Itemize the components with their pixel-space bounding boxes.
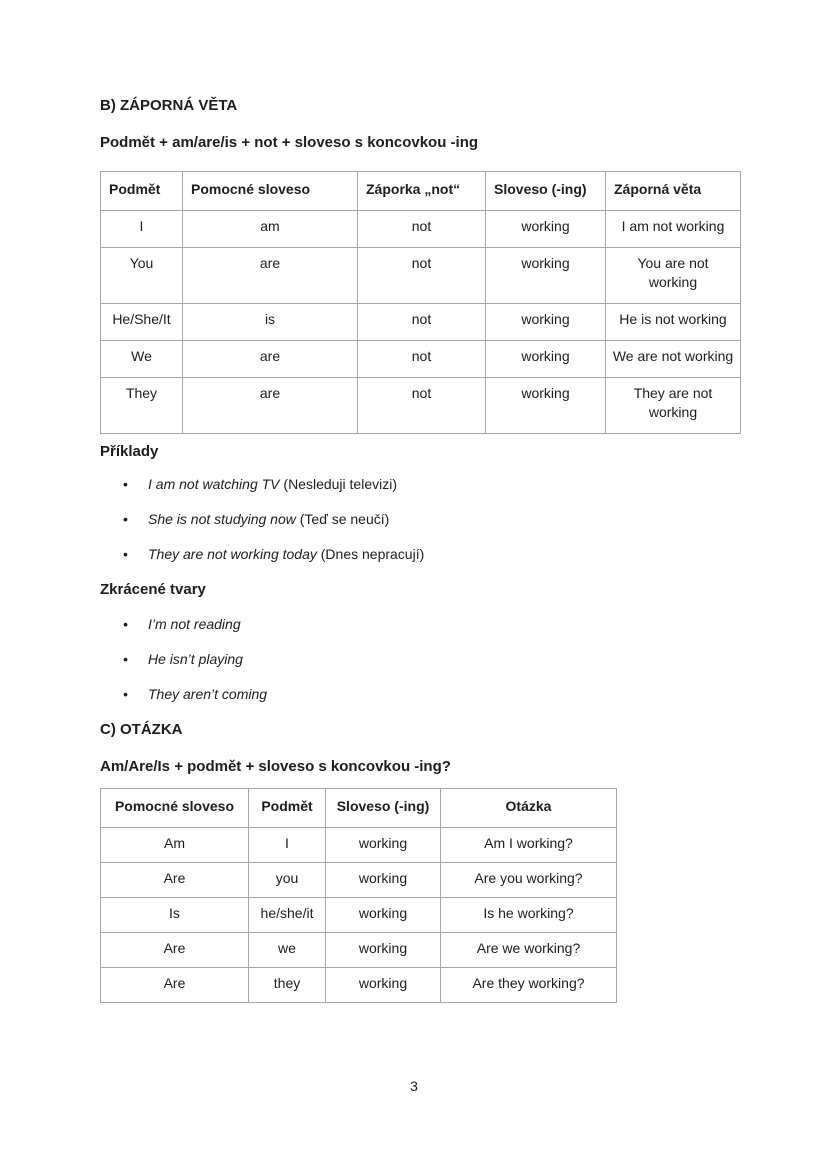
list-item: [148, 475, 740, 494]
cell-question: Are they working?: [441, 968, 617, 1003]
cell-negation: not: [358, 378, 486, 434]
cell-sentence: I am not working: [606, 211, 741, 248]
short-form-text: I’m not reading: [148, 616, 241, 632]
table-row: [101, 898, 617, 933]
section-c-formula: Am/Are/Is + podmět + sloveso s koncovkou -ing?: [100, 758, 451, 775]
cell-auxiliary: am: [183, 211, 358, 248]
example-english: I am not watching TV: [148, 476, 280, 492]
cell-sentence: You are not working: [606, 248, 741, 304]
cell-auxiliary: Are: [101, 933, 249, 968]
negative-sentence-table: [100, 171, 741, 434]
section-b-title: B) ZÁPORNÁ VĚTA: [100, 97, 238, 114]
cell-auxiliary: Are: [101, 863, 249, 898]
cell-subject: We: [101, 341, 183, 378]
cell-verb: working: [326, 863, 441, 898]
example-czech: (Teď se neučí): [295, 511, 390, 527]
cell-subject: he/she/it: [249, 898, 326, 933]
section-c-title: C) OTÁZKA: [100, 721, 183, 738]
cell-verb: working: [486, 211, 606, 248]
short-form-text: They aren’t coming: [148, 686, 268, 702]
cell-sentence: He is not working: [606, 304, 741, 341]
short-forms-list: [100, 615, 740, 704]
cell-subject: we: [249, 933, 326, 968]
column-header: Podmět: [101, 172, 183, 211]
table-row: [101, 378, 741, 434]
cell-auxiliary: is: [183, 304, 358, 341]
table-row: [101, 211, 741, 248]
example-czech: (Nesleduji televizi): [279, 476, 397, 492]
cell-subject: I: [249, 828, 326, 863]
page-number: 3: [410, 1078, 418, 1094]
question-table: [100, 788, 617, 1003]
table-row: [101, 863, 617, 898]
table-row: [101, 248, 741, 304]
cell-auxiliary: Is: [101, 898, 249, 933]
cell-auxiliary: are: [183, 378, 358, 434]
column-header: Sloveso (-ing): [326, 789, 441, 828]
table-row: [101, 341, 741, 378]
table-row: [101, 968, 617, 1003]
cell-sentence: They are not working: [606, 378, 741, 434]
cell-verb: working: [326, 933, 441, 968]
example-czech: (Dnes nepracují): [316, 546, 425, 562]
cell-negation: not: [358, 248, 486, 304]
column-header: Záporná věta: [606, 172, 741, 211]
short-form-text: He isn’t playing: [148, 651, 243, 667]
cell-verb: working: [326, 898, 441, 933]
cell-verb: working: [486, 341, 606, 378]
cell-question: Am I working?: [441, 828, 617, 863]
cell-negation: not: [358, 211, 486, 248]
table-row: [101, 304, 741, 341]
cell-negation: not: [358, 341, 486, 378]
column-header: Pomocné sloveso: [101, 789, 249, 828]
section-b-formula: Podmět + am/are/is + not + sloveso s koncovkou -ing: [100, 134, 479, 151]
cell-auxiliary: are: [183, 248, 358, 304]
cell-subject: they: [249, 968, 326, 1003]
cell-question: Is he working?: [441, 898, 617, 933]
example-english: They are not working today: [148, 546, 317, 562]
cell-verb: working: [486, 304, 606, 341]
column-header: Pomocné sloveso: [183, 172, 358, 211]
examples-heading: Příklady: [100, 443, 159, 460]
cell-auxiliary: Am: [101, 828, 249, 863]
cell-auxiliary: Are: [101, 968, 249, 1003]
table-header-row: [101, 172, 741, 211]
list-item: [148, 510, 740, 529]
list-item: [148, 615, 740, 634]
cell-subject: They: [101, 378, 183, 434]
list-item: [148, 545, 740, 564]
examples-list: [100, 475, 740, 564]
cell-subject: you: [249, 863, 326, 898]
table-header-row: [101, 789, 617, 828]
cell-verb: working: [486, 248, 606, 304]
column-header: Podmět: [249, 789, 326, 828]
column-header: Otázka: [441, 789, 617, 828]
cell-negation: not: [358, 304, 486, 341]
cell-verb: working: [326, 828, 441, 863]
table-row: [101, 828, 617, 863]
column-header: Sloveso (-ing): [486, 172, 606, 211]
cell-verb: working: [326, 968, 441, 1003]
list-item: [148, 650, 740, 669]
cell-subject: He/She/It: [101, 304, 183, 341]
table-row: [101, 933, 617, 968]
cell-question: Are we working?: [441, 933, 617, 968]
cell-auxiliary: are: [183, 341, 358, 378]
cell-sentence: We are not working: [606, 341, 741, 378]
cell-verb: working: [486, 378, 606, 434]
short-forms-heading: Zkrácené tvary: [100, 581, 206, 598]
cell-subject: You: [101, 248, 183, 304]
column-header: Záporka „not“: [358, 172, 486, 211]
cell-subject: I: [101, 211, 183, 248]
example-english: She is not studying now: [148, 511, 296, 527]
list-item: [148, 685, 740, 704]
cell-question: Are you working?: [441, 863, 617, 898]
